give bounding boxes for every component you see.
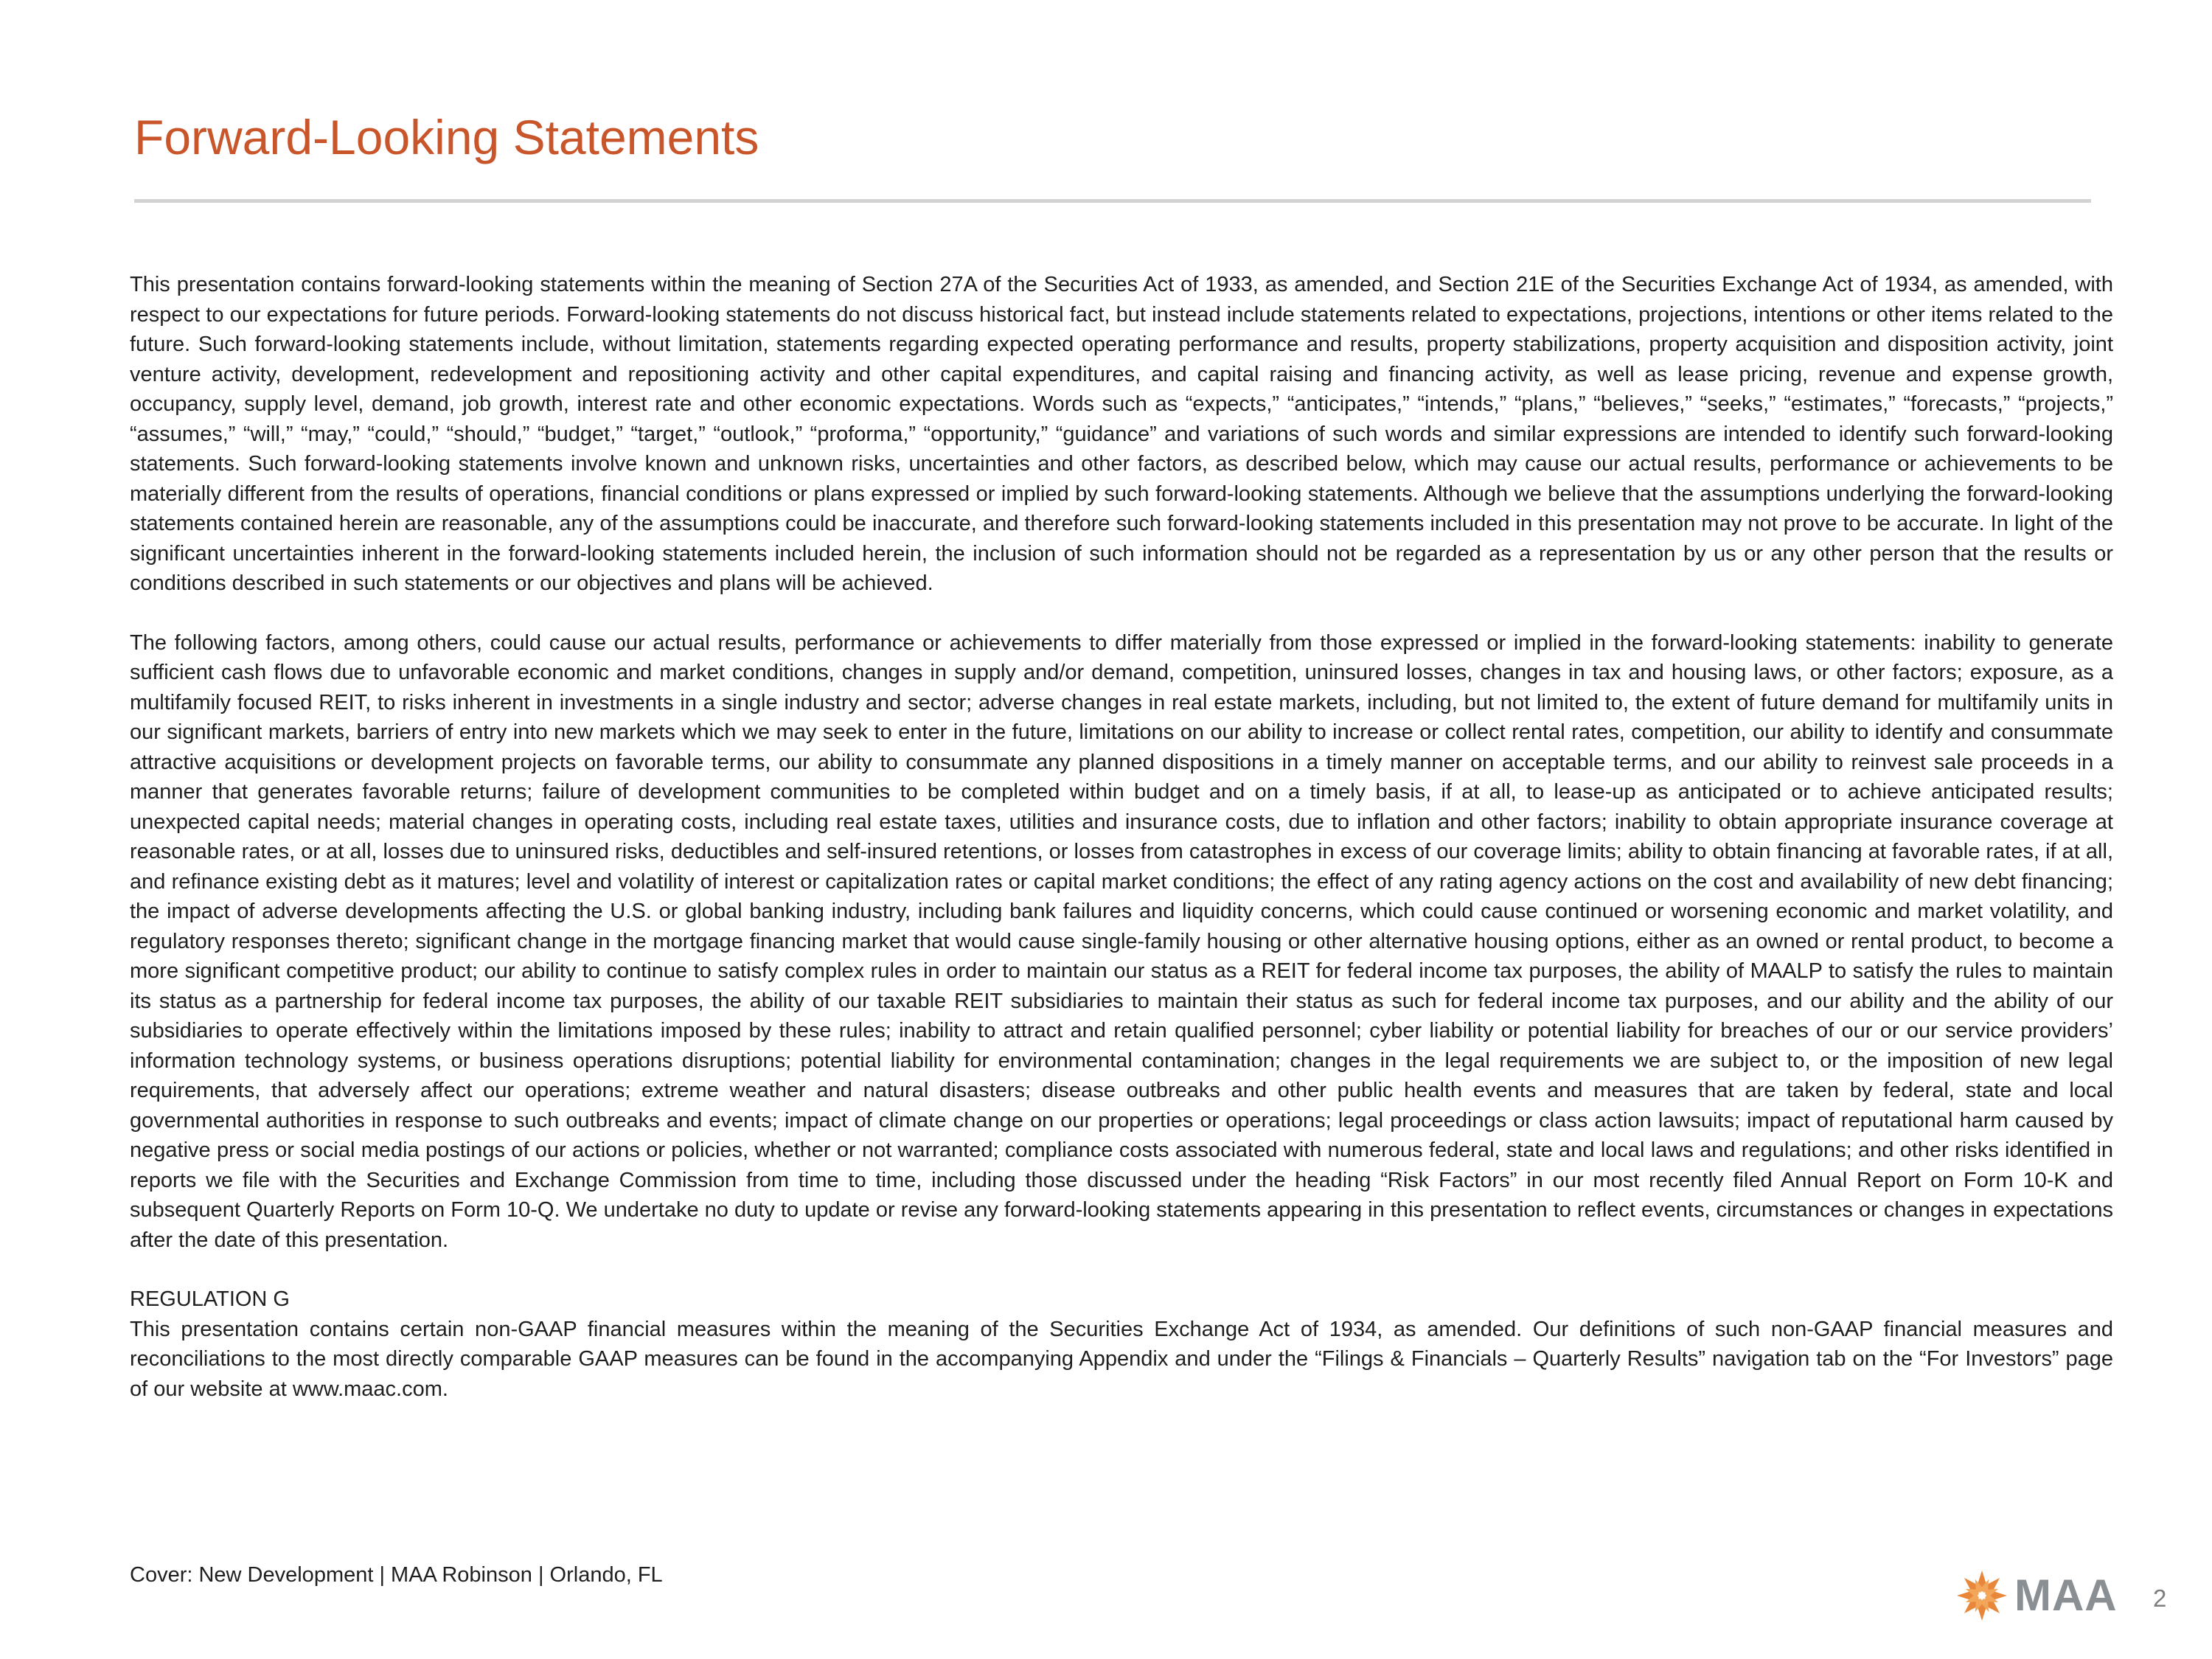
maa-starburst-icon	[1955, 1569, 2008, 1622]
disclaimer-body	[130, 270, 2113, 1404]
title-divider	[134, 199, 2091, 203]
maa-logo	[1955, 1568, 2118, 1624]
page-number: 2	[2153, 1585, 2167, 1612]
paragraph-spacer	[130, 1255, 2113, 1284]
slide-title: Forward-Looking Statements	[134, 110, 759, 164]
maa-logo-text: MAA	[2014, 1571, 2118, 1620]
regulation-g-paragraph: This presentation contains certain non-GAAP financial measures within the meaning of the Securities Exchange Act of 1934, as amended. Our definitions of such non-GAAP financial measures and reconciliations to the most directly comparable GAAP measures can be found in the accompanying Appendix and under the “Filings & Financials – Quarterly Results” navigation tab on the “For Investors” page of our website at www.maac.com.	[130, 1317, 2113, 1401]
forward-looking-paragraph: This presentation contains forward-looking statements within the meaning of Section 27A of the Securities Act of 1933, as amended, and Section 21E of the Securities Exchange Act of 1934, as amended, with respect to our expectations for future periods. Forward-looking statements do not discuss historical fact, but instead include statements related to expectations, projections, intentions or other items related to the future. Such forward-looking statements include, without limitation, statements regarding expected operating performance and results, property stabilizations, property acquisition and disposition activity, joint venture activity, development, redevelopment and repositioning activity and other capital expenditures, and capital raising and financing activity, as well as lease pricing, revenue and expense growth, occupancy, supply level, demand, job growth, interest rate and other economic expectations. Words such as “expects,” “anticipates,” “intends,” “plans,” “believes,” “seeks,” “estimates,” “forecasts,” “projects,” “assumes,” “will,” “may,” “could,” “should,” “budget,” “target,” “outlook,” “proforma,” “opportunity,” “guidance” and variations of such words and similar expressions are intended to identify such forward-looking statements. Such forward-looking statements involve known and unknown risks, uncertainties and other factors, as described below, which may cause our actual results, performance or achievements to be materially different from the results of operations, financial conditions or plans expressed or implied by such forward-looking statements. Although we believe that the assumptions underlying the forward-looking statements contained herein are reasonable, any of the assumptions could be inaccurate, and therefore such forward-looking statements included in this presentation may not prove to be accurate. In light of the significant uncertainties inherent in the forward-looking statements included herein, the inclusion of such information should not be regarded as a representation by us or any other person that the results or conditions described in such statements or our objectives and plans will be achieved.	[130, 273, 2113, 595]
paragraph-spacer	[130, 599, 2113, 628]
cover-caption: Cover: New Development | MAA Robinson | Orlando, FL	[130, 1563, 663, 1587]
risk-factors-paragraph: The following factors, among others, could cause our actual results, performance or achievements to differ materially from those expressed or implied in the forward-looking statements: inability to generate sufficient cash flows due to unfavorable economic and market conditions, changes in supply and/or demand, competition, uninsured losses, changes in tax and housing laws, or other factors; exposure, as a multifamily focused REIT, to risks inherent in investments in a single industry and sector; adverse changes in real estate markets, including, but not limited to, the extent of future demand for multifamily units in our significant markets, barriers of entry into new markets which we may seek to enter in the future, limitations on our ability to increase or collect rental rates, competition, our ability to identify and consummate attractive acquisitions or development projects on favorable terms, our ability to consummate any planned dispositions in a timely manner on acceptable terms, and our ability to reinvest sale proceeds in a manner that generates favorable returns; failure of development communities to be completed within budget and on a timely basis, if at all, to lease-up as anticipated or to achieve anticipated results; unexpected capital needs; material changes in operating costs, including real estate taxes, utilities and insurance costs, due to inflation and other factors; inability to obtain appropriate insurance coverage at reasonable rates, or at all, losses due to uninsured risks, deductibles and self-insured retentions, or losses from catastrophes in excess of our coverage limits; ability to obtain financing at favorable rates, if at all, and refinance existing debt as it matures; level and volatility of interest or capitalization rates or capital market conditions; the effect of any rating agency actions on the cost and availability of new debt financing; the impact of adverse developments affecting the U.S. or global banking industry, including bank failures and liquidity concerns, which could cause continued or worsening economic and market volatility, and regulatory responses thereto; significant change in the mortgage financing market that would cause single-family housing or other alternative housing options, either as an owned or rental product, to become a more significant competitive product; our ability to continue to satisfy complex rules in order to maintain our status as a REIT for federal income tax purposes, the ability of MAALP to satisfy the rules to maintain its status as a partnership for federal income tax purposes, the ability of our taxable REIT subsidiaries to maintain their status as such for federal income tax purposes, and our ability and the ability of our subsidiaries to operate effectively within the limitations imposed by these rules; inability to attract and retain qualified personnel; cyber liability or potential liability for breaches of our or our service providers’ information technology systems, or business operations disruptions; potential liability for environmental contamination; changes in the legal requirements we are subject to, or the imposition of new legal requirements, that adversely affect our operations; extreme weather and natural disasters; disease outbreaks and other public health events and measures that are taken by federal, state and local governmental authorities in response to such outbreaks and events; impact of climate change on our properties or operations; legal proceedings or class action lawsuits; impact of reputational harm caused by negative press or social media postings of our actions or policies, whether or not warranted; compliance costs associated with numerous federal, state and local laws and regulations; and other risks identified in reports we file with the Securities and Exchange Commission from time to time, including those discussed under the heading “Risk Factors” in our most recently filed Annual Report on Form 10-K and subsequent Quarterly Reports on Form 10-Q. We undertake no duty to update or revise any forward-looking statements appearing in this presentation to reflect events, circumstances or changes in expectations after the date of this presentation.	[130, 630, 2113, 1252]
regulation-g-heading: REGULATION G	[130, 1287, 290, 1311]
